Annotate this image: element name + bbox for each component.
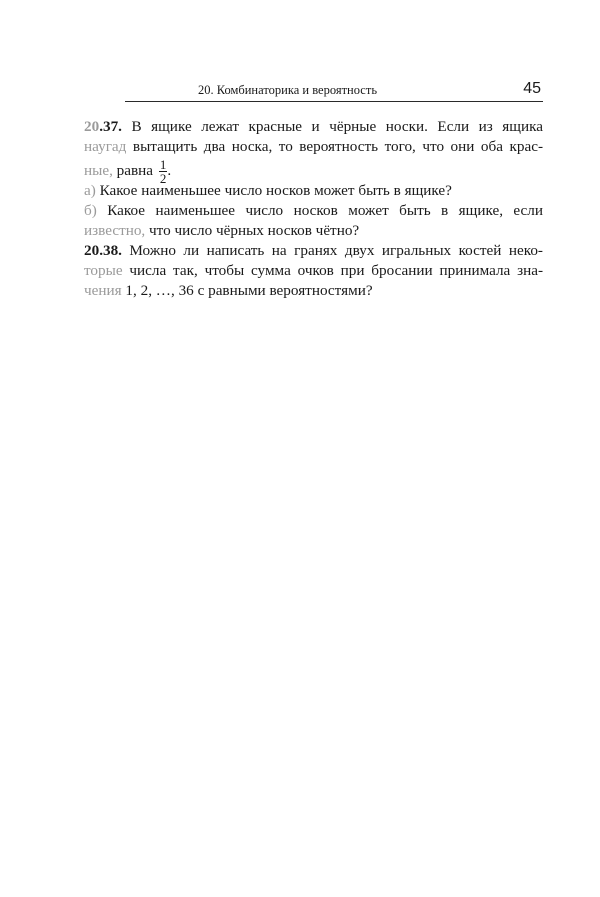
problem-20-37-line-1: 20.37. В ящике лежат красные и чёрные носки. Если из ящика [84, 118, 543, 135]
problem-20-37-line-3: ные, равна $\frac{1}{2}$ . [84, 157, 172, 186]
problem-20-38-line-1: 20.38. Можно ли написать на гранях двух игральных костей неко- [84, 242, 543, 259]
page-number: 45 [523, 80, 541, 97]
problem-20-37-line-2: наугад вытащить два носка, то вероятность того, что они оба крас- [84, 138, 544, 155]
problem-number: 20.37. [84, 118, 122, 135]
problem-20-38-line-2: торые числа так, чтобы сумма очков при бросании принимала зна- [84, 262, 544, 279]
running-header [125, 80, 543, 102]
problem-20-37-part-b: б) Какое наименьшее число носков может быть в ящике, если [84, 202, 543, 219]
problem-20-37-part-b-cont: известно, что число чёрных носков чётно? [84, 222, 360, 239]
fraction-one-half: $\frac{1}{2}$ [159, 157, 167, 186]
problem-20-38-line-3: чения 1, 2, …, 36 с равными вероятностями? [84, 282, 373, 299]
problem-number: 20.38. [84, 242, 122, 259]
problem-20-37-part-a: а) Какое наименьшее число носков может быть в ящике? [84, 182, 452, 199]
running-title: 20. Комбинаторика и вероятность [198, 83, 378, 97]
